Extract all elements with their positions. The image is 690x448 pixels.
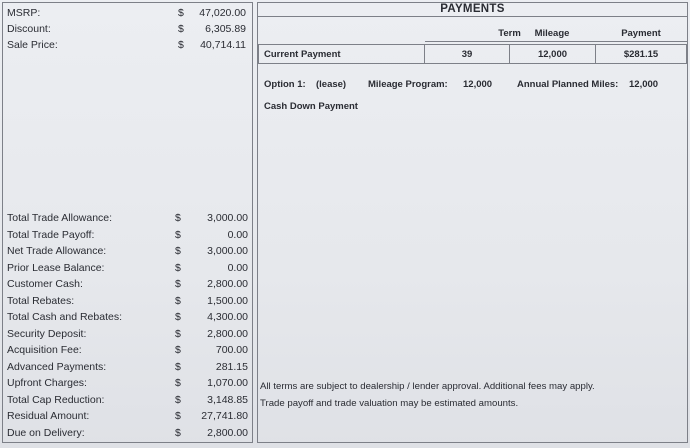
row-value: 3,000.00 [207, 245, 248, 257]
row-value: 6,305.89 [205, 23, 246, 35]
row-label: Net Trade Allowance: [7, 245, 107, 257]
row-label: Total Rebates: [7, 295, 75, 307]
summary-row [7, 326, 250, 342]
currency-symbol: $ [175, 262, 181, 274]
summary-row [7, 425, 250, 441]
row-value: 4,300.00 [207, 311, 248, 323]
summary-row [7, 260, 250, 276]
summary-row [7, 243, 250, 259]
row-label: MSRP: [7, 7, 41, 19]
sale-price-row [7, 37, 250, 53]
annual-miles-label: Annual Planned Miles: [517, 79, 619, 90]
annual-miles-value: 12,000 [629, 79, 659, 90]
summary-row [7, 210, 250, 226]
currency-symbol: $ [175, 212, 181, 224]
payment-header: Payment [595, 25, 687, 42]
row-label: Residual Amount: [7, 410, 90, 422]
row-value: 2,800.00 [207, 328, 248, 340]
row-value: 1,070.00 [207, 377, 248, 389]
row-label: Sale Price: [7, 39, 58, 51]
current-payment-label: Current Payment [258, 44, 425, 64]
row-label: Total Trade Allowance: [7, 212, 113, 224]
row-label: Due on Delivery: [7, 427, 85, 439]
current-term: 39 [424, 44, 510, 64]
summary-row [7, 276, 250, 292]
payments-title: PAYMENTS [258, 3, 687, 17]
current-mileage: 12,000 [509, 44, 596, 64]
currency-symbol: $ [175, 295, 181, 307]
row-value: 2,800.00 [207, 278, 248, 290]
msrp-row [7, 5, 250, 21]
row-label: Upfront Charges: [7, 377, 87, 389]
currency-symbol: $ [175, 278, 181, 290]
currency-symbol: $ [178, 39, 184, 51]
row-label: Total Cash and Rebates: [7, 311, 122, 323]
row-label: Prior Lease Balance: [7, 262, 105, 274]
row-value: 0.00 [227, 229, 248, 241]
currency-symbol: $ [175, 328, 181, 340]
summary-row [7, 392, 250, 408]
discount-row [7, 21, 250, 37]
row-value: 3,000.00 [207, 212, 248, 224]
currency-symbol: $ [178, 7, 184, 19]
row-label: Advanced Payments: [7, 361, 107, 373]
row-label: Security Deposit: [7, 328, 87, 340]
summary-row [7, 375, 250, 391]
currency-symbol: $ [175, 394, 181, 406]
row-value: 27,741.80 [201, 410, 248, 422]
option-name: Option 1: [264, 79, 306, 90]
currency-symbol: $ [175, 427, 181, 439]
row-value: 1,500.00 [207, 295, 248, 307]
mileage-program-label: Mileage Program: [368, 79, 448, 90]
currency-symbol: $ [175, 245, 181, 257]
payments-panel [257, 2, 688, 443]
current-payment-amount: $281.15 [595, 44, 687, 64]
row-label: Total Trade Payoff: [7, 229, 95, 241]
summary-row [7, 408, 250, 424]
estimate-note: Trade payoff and trade valuation may be estimated amounts. [260, 398, 519, 409]
approval-note: All terms are subject to dealership / lender approval. Additional fees may apply. [260, 381, 595, 392]
currency-symbol: $ [175, 344, 181, 356]
row-value: 47,020.00 [199, 7, 246, 19]
row-value: 3,148.85 [207, 394, 248, 406]
row-value: 281.15 [215, 361, 248, 373]
row-label: Discount: [7, 23, 51, 35]
currency-symbol: $ [175, 361, 181, 373]
row-label: Customer Cash: [7, 278, 83, 290]
summary-row [7, 359, 250, 375]
currency-symbol: $ [175, 229, 181, 241]
mileage-program-value: 12,000 [463, 79, 493, 90]
pricing-panel [2, 2, 253, 443]
option-type: (lease) [316, 79, 347, 90]
currency-symbol: $ [175, 377, 181, 389]
mileage-header: Mileage [509, 25, 595, 42]
row-value: 700.00 [215, 344, 248, 356]
row-label: Total Cap Reduction: [7, 394, 105, 406]
row-label: Acquisition Fee: [7, 344, 82, 356]
row-value: 40,714.11 [200, 39, 246, 51]
currency-symbol: $ [175, 311, 181, 323]
summary-row [7, 293, 250, 309]
summary-row [7, 309, 250, 325]
term-header: Term [425, 25, 594, 42]
row-value: 0.00 [227, 262, 248, 274]
currency-symbol: $ [175, 410, 181, 422]
cash-down-payment-label: Cash Down Payment [264, 101, 358, 112]
currency-symbol: $ [178, 23, 184, 35]
summary-row [7, 227, 250, 243]
row-value: 2,800.00 [207, 427, 248, 439]
summary-row [7, 342, 250, 358]
